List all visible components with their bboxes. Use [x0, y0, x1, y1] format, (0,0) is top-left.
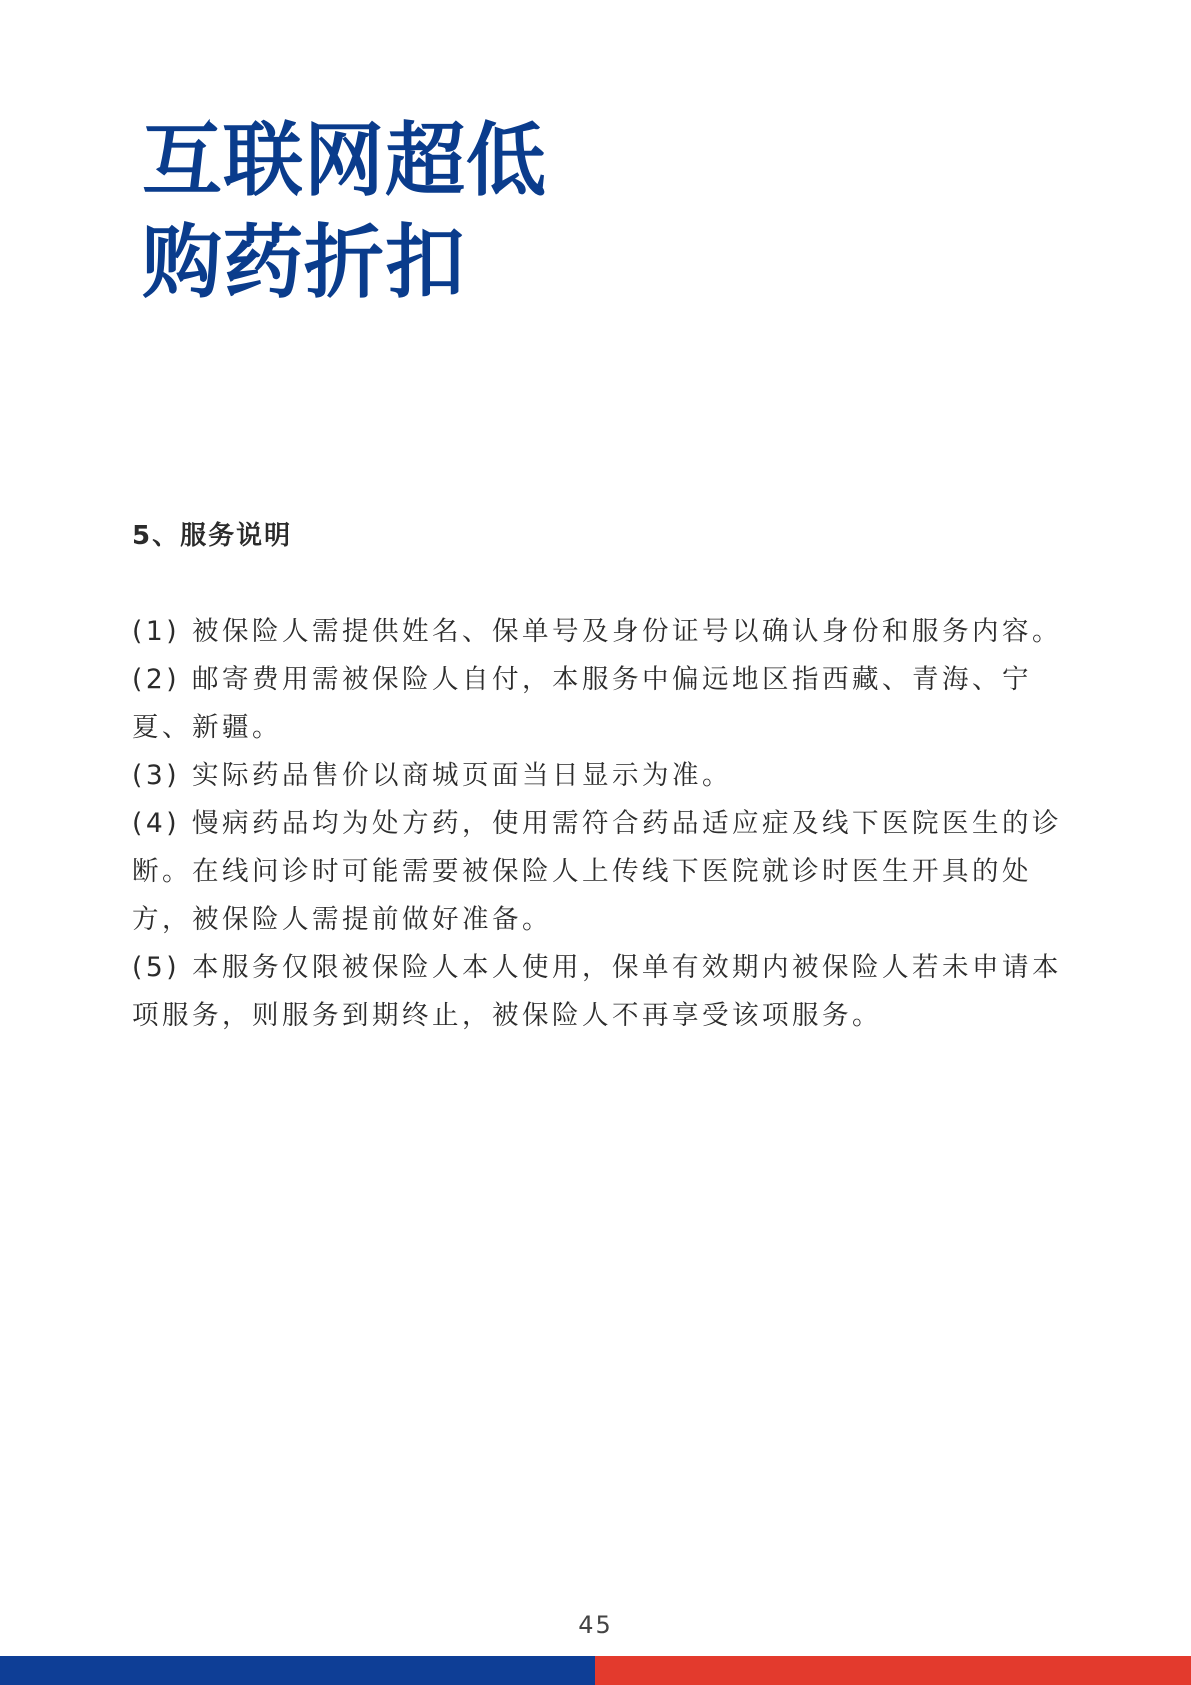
page-number: 45: [578, 1611, 613, 1639]
page-title-line-2: 购药折扣: [142, 216, 466, 309]
page-title-line-1: 互联网超低: [142, 114, 547, 207]
section-heading: 5、服务说明: [132, 521, 293, 551]
service-note-item: (1) 被保险人需提供姓名、保单号及身份证号以确认身份和服务内容。: [132, 616, 1062, 647]
service-note-item: (3) 实际药品售价以商城页面当日显示为准。: [132, 760, 732, 791]
footer-bar-blue-segment: [0, 1656, 595, 1685]
service-note-item: (2) 邮寄费用需被保险人自付，本服务中偏远地区指西藏、青海、宁夏、新疆。: [132, 664, 1032, 743]
service-note-item: (5) 本服务仅限被保险人本人使用，保单有效期内被保险人若未申请本项服务，则服务到期终止，被保险人不再享受该项服务。: [132, 952, 1062, 1031]
page-title: [142, 110, 547, 314]
service-note-item: (4) 慢病药品均为处方药，使用需符合药品适应症及线下医院医生的诊断。在线问诊时可能需要被保险人上传线下医院就诊时医生开具的处方，被保险人需提前做好准备。: [132, 808, 1062, 935]
footer-bar-red-segment: [595, 1656, 1191, 1685]
service-notes-list: [132, 608, 1084, 1040]
footer-color-bar: [0, 1656, 1191, 1685]
